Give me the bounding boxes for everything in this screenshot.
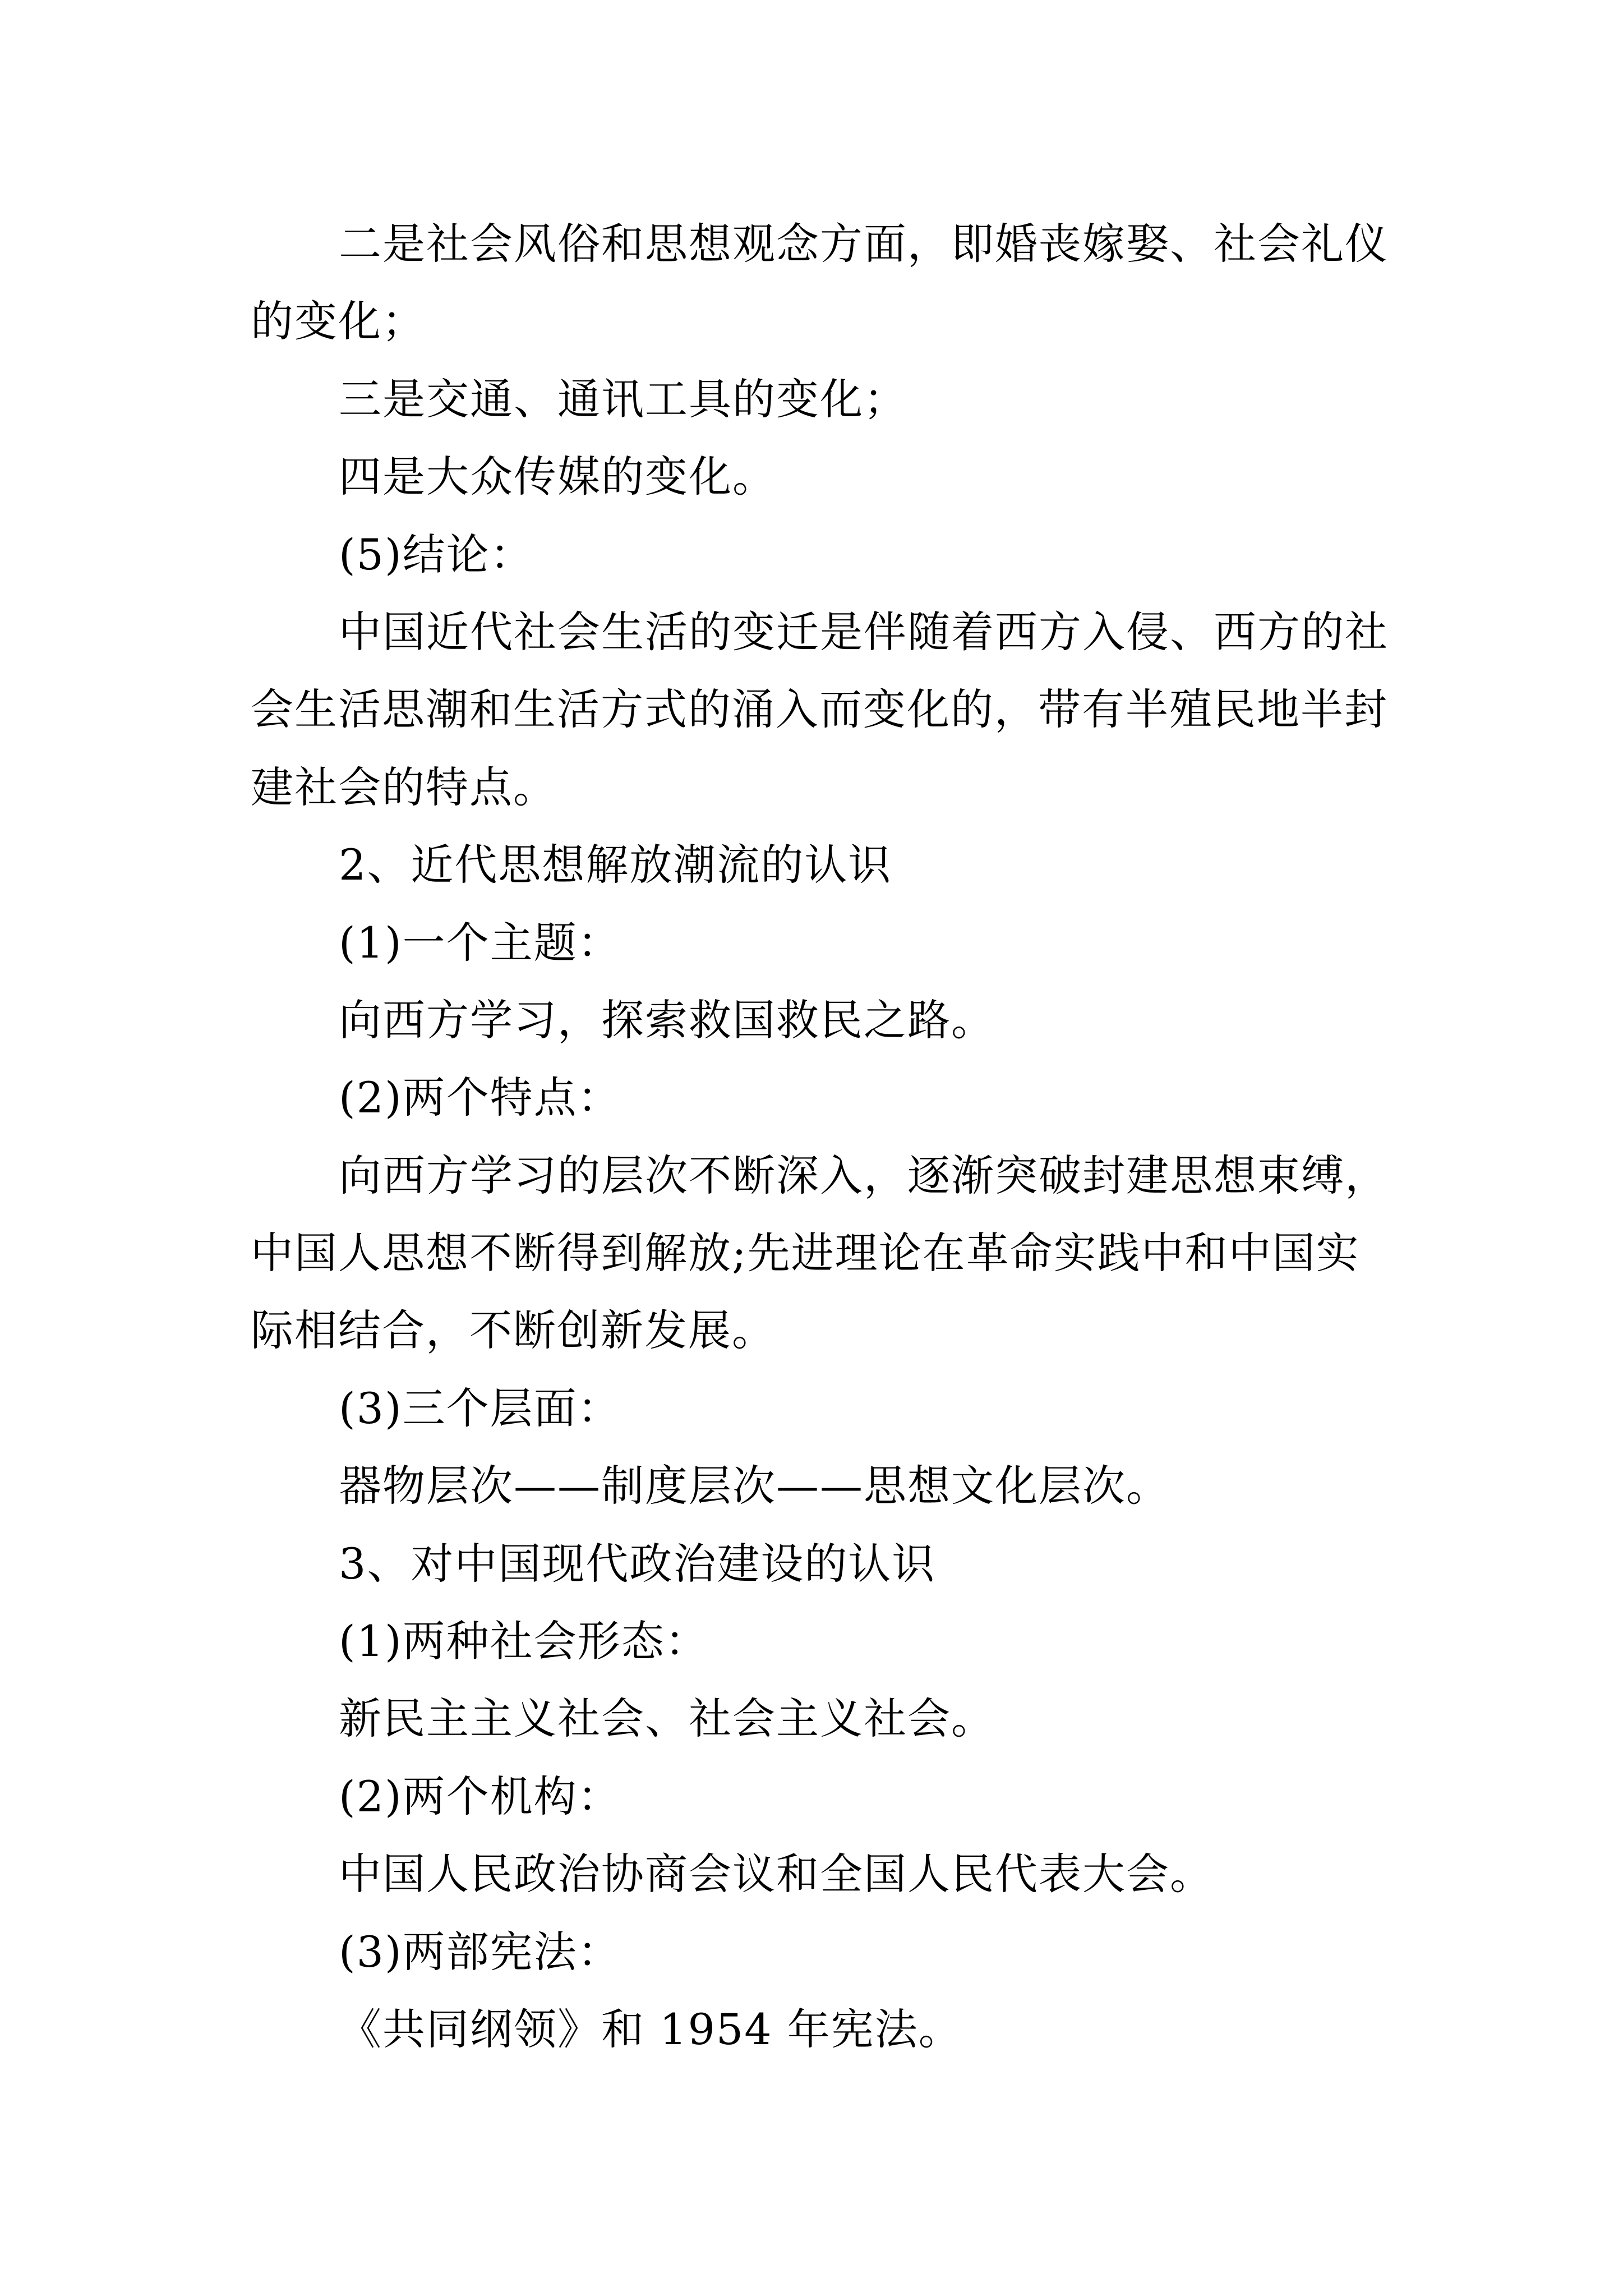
- text-line: 四是大众传媒的变化。: [339, 452, 776, 502]
- text-line: 器物层次——制度层次——思想文化层次。: [339, 1461, 1170, 1511]
- list-item-social-customs: [251, 205, 1428, 361]
- text-line: 三是交通、通讯工具的变化；: [339, 374, 907, 424]
- paragraph-social-forms: [251, 1680, 1428, 1757]
- text-line: (5)结论：: [339, 529, 534, 579]
- paragraph-conclusion: [251, 593, 1428, 826]
- subheading-one-theme: [251, 904, 1428, 982]
- text-line: 3、对中国现代政治建设的认识: [339, 1538, 936, 1589]
- text-line: 《共同纲领》和 1954 年宪法。: [339, 2004, 962, 2054]
- text-line: (2)两个机构：: [339, 1771, 621, 1821]
- text-line: (2)两个特点：: [339, 1073, 621, 1123]
- paragraph-levels: [251, 1447, 1428, 1525]
- subheading-two-institutions: [251, 1758, 1428, 1835]
- subheading-two-social-forms: [251, 1603, 1428, 1680]
- subheading-two-features: [251, 1059, 1428, 1137]
- text-line: (1)一个主题：: [339, 917, 621, 968]
- text-line: (1)两种社会形态：: [339, 1616, 709, 1667]
- list-item-transport: [251, 361, 1428, 438]
- text-line: 新民主主义社会、社会主义社会。: [339, 1694, 995, 1744]
- subheading-conclusion: [251, 516, 1428, 593]
- text-line: 中国近代社会生活的变迁是伴随着西方入侵、西方的社: [339, 606, 1389, 657]
- paragraph-features: [251, 1137, 1428, 1370]
- text-line: 二是社会风俗和思想观念方面，即婚丧嫁娶、社会礼仪: [339, 219, 1389, 269]
- text-line: 际相结合，不断创新发展。: [251, 1305, 776, 1356]
- text-line: 会生活思潮和生活方式的涌入而变化的，带有半殖民地半封: [251, 684, 1388, 735]
- subheading-three-levels: [251, 1370, 1428, 1447]
- paragraph-institutions: [251, 1835, 1428, 1913]
- text-line: 中国人民政治协商会议和全国人民代表大会。: [339, 1849, 1214, 1899]
- subheading-two-constitutions: [251, 1913, 1428, 1991]
- text-line: (3)三个层面：: [339, 1383, 621, 1433]
- text-line: (3)两部宪法：: [339, 1926, 621, 1977]
- section-heading-2: [251, 826, 1428, 904]
- text-line: 向西方学习，探索救国救民之路。: [339, 995, 995, 1045]
- paragraph-constitutions: [251, 1991, 1428, 2068]
- text-line: 向西方学习的层次不断深入，逐渐突破封建思想束缚，: [339, 1150, 1389, 1200]
- text-line: 建社会的特点。: [251, 762, 557, 812]
- section-heading-3: [251, 1525, 1428, 1603]
- list-item-mass-media: [251, 438, 1428, 516]
- document-body: [251, 205, 1428, 2068]
- text-line: 中国人思想不断得到解放;先进理论在革命实践中和中国实: [251, 1228, 1360, 1278]
- text-line: 2、近代思想解放潮流的认识: [339, 840, 892, 890]
- paragraph-theme: [251, 982, 1428, 1059]
- text-line: 的变化；: [251, 296, 426, 347]
